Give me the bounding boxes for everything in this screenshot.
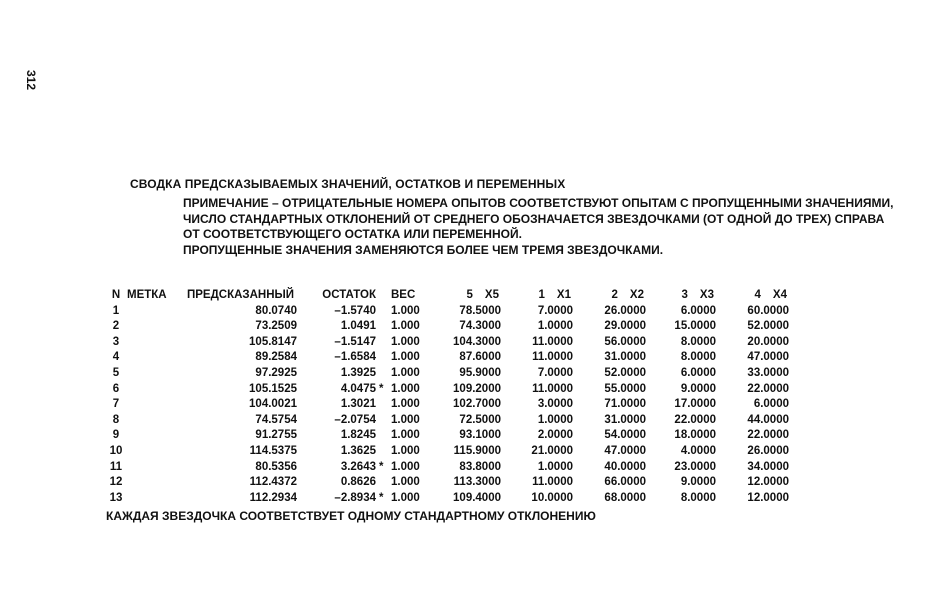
- x3-value: 15.0000: [674, 320, 716, 333]
- notes-block: [183, 196, 893, 258]
- x1-value: 11.0000: [532, 351, 573, 364]
- row-number: 9: [112, 429, 120, 442]
- table-row: [105, 475, 789, 491]
- residual-value: –2.8934: [334, 491, 376, 504]
- table-row: [105, 397, 789, 413]
- x4-value: 22.0000: [747, 429, 789, 442]
- header-x1: [501, 288, 573, 304]
- residual-star-marker: [376, 475, 391, 491]
- row-mark: [127, 444, 187, 460]
- x2-value: 47.0000: [604, 444, 646, 457]
- x4-value: 12.0000: [747, 476, 789, 489]
- note-line: ПРИМЕЧАНИЕ – ОТРИЦАТЕЛЬНЫЕ НОМЕРА ОПЫТОВ СООТВЕТСТВУЮТ ОПЫТАМ С ПРОПУЩЕННЫМИ ЗНАЧЕНИЯМИ,: [183, 196, 894, 210]
- summary-table: [105, 288, 789, 506]
- x5-value: 95.9000: [459, 366, 501, 379]
- x5-value: 102.7000: [453, 398, 501, 411]
- predicted-value: 105.1525: [249, 382, 297, 395]
- table-row: [105, 444, 789, 460]
- header-x5-label: X5: [484, 289, 499, 301]
- row-mark: [127, 397, 187, 413]
- header-x4-number: 4: [754, 289, 761, 301]
- header-x4-label: X4: [772, 289, 787, 301]
- residual-value: 1.3925: [340, 366, 376, 379]
- x3-value: 9.0000: [680, 476, 716, 489]
- row-mark: [127, 382, 187, 398]
- x1-value: 1.0000: [537, 413, 573, 426]
- header-x3-label: X3: [699, 289, 714, 301]
- table-row: [105, 366, 789, 382]
- table-row: [105, 491, 789, 507]
- weight-value: 1.000: [391, 429, 420, 442]
- header-n: N: [111, 289, 121, 301]
- weight-value: 1.000: [391, 351, 420, 364]
- predicted-value: 89.2584: [255, 351, 297, 364]
- x2-value: 54.0000: [604, 429, 646, 442]
- x4-value: 33.0000: [747, 366, 789, 379]
- x2-value: 52.0000: [604, 366, 646, 379]
- x3-value: 8.0000: [680, 335, 716, 348]
- residual-star-marker: [376, 304, 391, 320]
- table-row: [105, 304, 789, 320]
- row-mark: [127, 350, 187, 366]
- x2-value: 55.0000: [604, 382, 646, 395]
- weight-value: 1.000: [391, 444, 420, 457]
- predicted-value: 73.2509: [255, 320, 297, 333]
- x4-value: 52.0000: [747, 320, 789, 333]
- header-x3: [646, 288, 716, 304]
- x4-value: 22.0000: [747, 382, 789, 395]
- x1-value: 3.0000: [537, 398, 573, 411]
- residual-value: –1.5147: [334, 335, 376, 348]
- x5-value: 72.5000: [459, 413, 501, 426]
- row-number: 11: [109, 460, 123, 473]
- residual-star-marker: [376, 366, 391, 382]
- residual-value: 1.3625: [340, 444, 376, 457]
- row-mark: [127, 335, 187, 351]
- header-predicted: ПРЕДСКАЗАННЫЙ: [187, 289, 295, 301]
- weight-value: 1.000: [391, 476, 420, 489]
- weight-value: 1.000: [391, 382, 420, 395]
- table-row: [105, 319, 789, 335]
- row-number: 13: [109, 491, 123, 504]
- x4-value: 12.0000: [747, 491, 789, 504]
- x1-value: 7.0000: [537, 304, 573, 317]
- predicted-value: 104.0021: [249, 398, 297, 411]
- predicted-value: 114.5375: [249, 444, 297, 457]
- table-row: [105, 428, 789, 444]
- residual-value: 3.2643: [340, 460, 376, 473]
- table-row: [105, 382, 789, 398]
- page-title: СВОДКА ПРЕДСКАЗЫВАЕМЫХ ЗНАЧЕНИЙ, ОСТАТКОВ И ПЕРЕМЕННЫХ: [130, 177, 566, 191]
- header-x2-label: X2: [629, 289, 644, 301]
- x1-value: 1.0000: [537, 460, 573, 473]
- x5-value: 115.9000: [453, 444, 501, 457]
- x5-value: 113.3000: [453, 476, 501, 489]
- table-body: [105, 304, 789, 507]
- x3-value: 17.0000: [674, 398, 716, 411]
- header-x2: [573, 288, 646, 304]
- row-number: 2: [112, 320, 120, 333]
- residual-star-marker: [376, 335, 391, 351]
- x4-value: 34.0000: [747, 460, 789, 473]
- residual-value: 1.0491: [340, 320, 376, 333]
- table-header-row: [105, 288, 789, 304]
- footer-note: КАЖДАЯ ЗВЕЗДОЧКА СООТВЕТСТВУЕТ ОДНОМУ СТАНДАРТНОМУ ОТКЛОНЕНИЮ: [106, 509, 596, 523]
- row-number: 12: [109, 476, 123, 489]
- x1-value: 10.0000: [531, 491, 573, 504]
- x1-value: 11.0000: [532, 476, 573, 489]
- x1-value: 2.0000: [537, 429, 573, 442]
- x3-value: 6.0000: [680, 366, 716, 379]
- row-number: 6: [112, 382, 120, 395]
- row-mark: [127, 428, 187, 444]
- x1-value: 21.0000: [531, 444, 573, 457]
- header-x5: [427, 288, 501, 304]
- residual-star-marker: *: [379, 491, 384, 504]
- header-x5-number: 5: [466, 289, 473, 301]
- x3-value: 9.0000: [680, 382, 716, 395]
- x3-value: 18.0000: [674, 429, 716, 442]
- residual-value: 4.0475: [340, 382, 376, 395]
- x2-value: 26.0000: [604, 304, 646, 317]
- x1-value: 7.0000: [537, 366, 573, 379]
- row-number: 7: [112, 398, 120, 411]
- row-number: 10: [109, 444, 123, 457]
- x2-value: 31.0000: [604, 413, 646, 426]
- x3-value: 23.0000: [674, 460, 716, 473]
- row-mark: [127, 460, 187, 476]
- x5-value: 109.2000: [453, 382, 501, 395]
- x2-value: 29.0000: [604, 320, 646, 333]
- weight-value: 1.000: [391, 398, 420, 411]
- row-mark: [127, 366, 187, 382]
- residual-value: 1.8245: [340, 429, 376, 442]
- header-x4: [716, 288, 789, 304]
- x5-value: 74.3000: [459, 320, 501, 333]
- header-x1-number: 1: [538, 289, 545, 301]
- x1-value: 11.0000: [532, 382, 573, 395]
- header-mark: МЕТКА: [127, 289, 167, 301]
- x3-value: 22.0000: [674, 413, 716, 426]
- x5-value: 109.4000: [453, 491, 501, 504]
- predicted-value: 112.4372: [249, 476, 297, 489]
- residual-star-marker: [376, 319, 391, 335]
- row-number: 5: [112, 366, 120, 379]
- row-number: 3: [112, 335, 120, 348]
- weight-value: 1.000: [391, 491, 420, 504]
- predicted-value: 80.0740: [255, 304, 297, 317]
- residual-star-marker: [376, 350, 391, 366]
- row-number: 1: [112, 304, 120, 317]
- header-residual: ОСТАТОК: [322, 289, 376, 301]
- header-x2-number: 2: [611, 289, 618, 301]
- x2-value: 66.0000: [604, 476, 646, 489]
- x2-value: 31.0000: [604, 351, 646, 364]
- predicted-value: 105.8147: [249, 335, 297, 348]
- header-weight: ВЕС: [391, 289, 416, 301]
- row-number: 4: [112, 351, 120, 364]
- row-mark: [127, 304, 187, 320]
- page-number: 312: [24, 70, 38, 91]
- weight-value: 1.000: [391, 320, 420, 333]
- residual-value: 1.3021: [340, 398, 376, 411]
- x3-value: 6.0000: [680, 304, 716, 317]
- note-line: ПРОПУЩЕННЫЕ ЗНАЧЕНИЯ ЗАМЕНЯЮТСЯ БОЛЕЕ ЧЕМ ТРЕМЯ ЗВЕЗДОЧКАМИ.: [183, 242, 664, 257]
- weight-value: 1.000: [391, 413, 420, 426]
- residual-star-marker: [376, 428, 391, 444]
- residual-star-marker: *: [379, 460, 384, 473]
- table-row: [105, 460, 789, 476]
- x4-value: 26.0000: [747, 444, 789, 457]
- note-line: ЧИСЛО СТАНДАРТНЫХ ОТКЛОНЕНИЙ ОТ СРЕДНЕГО ОБОЗНАЧАЕТСЯ ЗВЕЗДОЧКАМИ (ОТ ОДНОЙ ДО ТРЕХ) СПРАВА: [183, 211, 885, 226]
- x5-value: 83.8000: [459, 460, 501, 473]
- residual-value: 0.8626: [340, 476, 376, 489]
- x3-value: 8.0000: [680, 491, 716, 504]
- x4-value: 6.0000: [753, 398, 789, 411]
- x4-value: 60.0000: [747, 304, 789, 317]
- x2-value: 56.0000: [604, 335, 646, 348]
- residual-star-marker: [376, 397, 391, 413]
- row-number: 8: [112, 413, 120, 426]
- x4-value: 20.0000: [747, 335, 789, 348]
- residual-star-marker: [376, 444, 391, 460]
- row-mark: [127, 491, 187, 507]
- header-star-spacer: [376, 288, 391, 304]
- residual-value: –1.6584: [334, 351, 376, 364]
- predicted-value: 97.2925: [255, 366, 297, 379]
- row-mark: [127, 319, 187, 335]
- weight-value: 1.000: [391, 335, 420, 348]
- table-row: [105, 335, 789, 351]
- table-row: [105, 413, 789, 429]
- x5-value: 104.3000: [453, 335, 501, 348]
- x4-value: 47.0000: [747, 351, 789, 364]
- x5-value: 93.1000: [459, 429, 501, 442]
- header-x1-label: X1: [556, 289, 571, 301]
- residual-star-marker: [376, 413, 391, 429]
- residual-value: –1.5740: [334, 304, 376, 317]
- predicted-value: 74.5754: [255, 413, 297, 426]
- x5-value: 87.6000: [459, 351, 501, 364]
- weight-value: 1.000: [391, 304, 420, 317]
- x3-value: 4.0000: [680, 444, 716, 457]
- x1-value: 11.0000: [532, 335, 573, 348]
- x2-value: 68.0000: [604, 491, 646, 504]
- header-x3-number: 3: [681, 289, 688, 301]
- x3-value: 8.0000: [680, 351, 716, 364]
- predicted-value: 80.5356: [255, 460, 297, 473]
- x2-value: 71.0000: [604, 398, 646, 411]
- weight-value: 1.000: [391, 366, 420, 379]
- predicted-value: 112.2934: [249, 491, 297, 504]
- residual-value: –2.0754: [334, 413, 376, 426]
- predicted-value: 91.2755: [255, 429, 297, 442]
- row-mark: [127, 413, 187, 429]
- row-mark: [127, 475, 187, 491]
- x2-value: 40.0000: [604, 460, 646, 473]
- x4-value: 44.0000: [747, 413, 789, 426]
- note-line: ОТ СООТВЕТСТВУЮЩЕГО ОСТАТКА ИЛИ ПЕРЕМЕННОЙ.: [183, 227, 522, 241]
- table-row: [105, 350, 789, 366]
- x1-value: 1.0000: [537, 320, 573, 333]
- residual-star-marker: *: [379, 382, 384, 395]
- weight-value: 1.000: [391, 460, 420, 473]
- x5-value: 78.5000: [459, 304, 501, 317]
